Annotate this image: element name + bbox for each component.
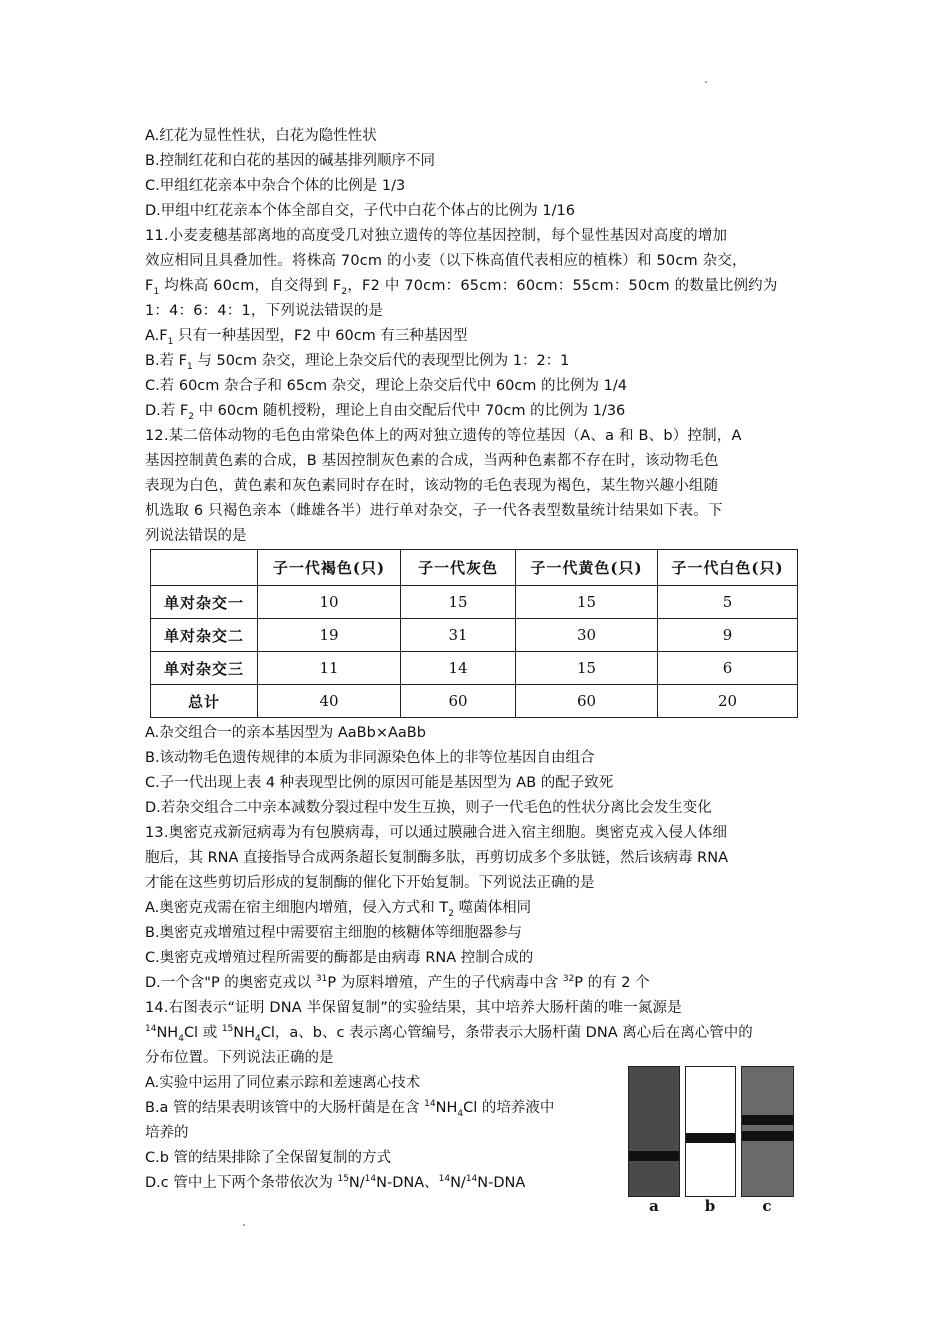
table-header-cell: 子一代白色(只)	[658, 550, 798, 586]
table-row-header: 总计	[151, 685, 258, 718]
q12-stem-line1: 12.某二倍体动物的毛色由常染色体上的两对独立遗传的等位基因（A、a 和 B、b）控制，A	[145, 428, 742, 444]
q12-option-d: D.若杂交组合二中亲本减数分裂过程中发生互换，则子一代毛色的性状分离比会发生变化	[145, 800, 712, 816]
q14-stem-line2: $^{14}NH_4Cl$ 或 $^{15}NH_4Cl$，a、b、c 表示离心管编号，条带表示大肠杆菌 DNA 离心后在离心管中的	[145, 1024, 753, 1044]
q12-option-c: C.子一代出现上表 4 种表现型比例的原因可能是基因型为 AB 的配子致死	[145, 775, 614, 791]
table-cell: 6	[658, 652, 798, 685]
q14-option-b-cont: 培养的	[145, 1125, 189, 1141]
scan-dot	[705, 81, 707, 83]
q12-stem-line3: 表现为白色，黄色素和灰色素同时存在时，该动物的毛色表现为褐色，某生物兴趣小组随	[145, 478, 719, 494]
tube-a-band	[629, 1151, 679, 1161]
q13-option-d: D.一个含"P 的奥密克戎以 $^{31}$P 为原料增殖，产生的子代病毒中含 $^{32}$P 的有 2 个	[145, 974, 650, 991]
table-cell: 15	[401, 586, 516, 619]
table-cell: 30	[516, 619, 658, 652]
q11-option-b: B.若 $F_1$ 与 50cm 杂交，理论上杂交后代的表现型比例为 1：2：1	[145, 353, 570, 372]
q13-option-b: B.奥密克戎增殖过程中需要宿主细胞的核糖体等细胞器参与	[145, 925, 523, 941]
q10-option-a: A.红花为显性性状，白花为隐性性状	[145, 128, 377, 144]
q12-stem-line2: 基因控制黄色素的合成，B 基因控制灰色素的合成，当两种色素都不存在时，该动物毛色	[145, 453, 719, 469]
scan-dot	[243, 1224, 245, 1226]
tube-a	[628, 1066, 680, 1197]
table-cell: 10	[258, 586, 401, 619]
table-header-cell: 子一代褐色(只)	[258, 550, 401, 586]
q13-stem-line2: 胞后，其 RNA 直接指导合成两条超长复制酶多肽，再剪切成多个多肽链，然后该病毒 RNA	[145, 850, 729, 866]
table-cell: 20	[658, 685, 798, 718]
q14-stem-line1: 14.右图表示“证明 DNA 半保留复制”的实验结果，其中培养大肠杆菌的唯一氮源是	[145, 1000, 682, 1016]
q14-stem-line3: 分布位置。下列说法正确的是	[145, 1050, 334, 1066]
table-cell: 60	[401, 685, 516, 718]
q11-stem-line2: 效应相同且具叠加性。将株高 70cm 的小麦（以下株高值代表相应的植株）和 50cm 杂交，	[145, 253, 747, 269]
tube-a-label: a	[649, 1197, 659, 1215]
table-row-header: 单对杂交三	[151, 652, 258, 685]
q11-option-c: C.若 60cm 杂合子和 65cm 杂交，理论上杂交后代中 60cm 的比例为 1/4	[145, 378, 627, 394]
q13-option-c: C.奥密克戎增殖过程所需要的酶都是由病毒 RNA 控制合成的	[145, 950, 534, 966]
table-row	[151, 652, 798, 685]
tube-c-band-upper	[742, 1115, 793, 1125]
tube-c	[741, 1066, 794, 1197]
q14-option-c: C.b 管的结果排除了全保留复制的方式	[145, 1150, 392, 1166]
tube-b-label: b	[704, 1197, 716, 1215]
table-cell: 31	[401, 619, 516, 652]
q11-option-d: D.若 $F_2$ 中 60cm 随机授粉，理论上自由交配后代中 70cm 的比例为 1/36	[145, 403, 626, 422]
tube-b	[685, 1066, 736, 1197]
tube-b-band	[686, 1133, 735, 1143]
q10-option-c: C.甲组红花亲本中杂合个体的比例是 1/3	[145, 178, 406, 194]
q12-results-table	[150, 549, 798, 718]
table-row-header: 单对杂交一	[151, 586, 258, 619]
table-row	[151, 685, 798, 718]
q12-stem-line5: 列说法错误的是	[145, 528, 247, 544]
q13-option-a: A.奥密克戎需在宿主细胞内增殖，侵入方式和 $T_2$ 噬菌体相同	[145, 900, 532, 919]
q14-option-d: D.c 管中上下两个条带依次为 $^{15}$N/$^{14}$N-DNA、$^{14}$N/$^{14}$N-DNA	[145, 1174, 526, 1191]
tube-c-label: c	[762, 1197, 772, 1215]
table-cell: 40	[258, 685, 401, 718]
q14-option-b: B.a 管的结果表明该管中的大肠杆菌是在含 $^{14}NH_4Cl$ 的培养液中	[145, 1099, 555, 1119]
table-header-cell: 子一代灰色	[401, 550, 516, 586]
table-header-cell	[151, 550, 258, 586]
q11-option-a: $A.F_1$ 只有一种基因型，F2 中 60cm 有三种基因型	[145, 328, 468, 347]
q13-stem-line1: 13.奥密克戎新冠病毒为有包膜病毒，可以通过膜融合进入宿主细胞。奥密克戎入侵人体细	[145, 825, 728, 841]
q10-option-b: B.控制红花和白花的基因的碱基排列顺序不同	[145, 153, 436, 169]
table-cell: 11	[258, 652, 401, 685]
table-row	[151, 619, 798, 652]
q10-option-d: D.甲组中红花亲本个体全部自交，子代中白花个体占的比例为 1/16	[145, 203, 575, 219]
tube-c-band-lower	[742, 1131, 793, 1141]
table-cell: 15	[516, 652, 658, 685]
q13-stem-line3: 才能在这些剪切后形成的复制酶的催化下开始复制。下列说法正确的是	[145, 875, 595, 891]
q11-stem-line1: 11.小麦麦穗基部离地的高度受几对独立遗传的等位基因控制，每个显性基因对高度的增加	[145, 228, 728, 244]
table-cell: 9	[658, 619, 798, 652]
table-cell: 5	[658, 586, 798, 619]
table-cell: 19	[258, 619, 401, 652]
table-row	[151, 586, 798, 619]
q12-stem-line4: 机选取 6 只褐色亲本（雌雄各半）进行单对杂交，子一代各表型数量统计结果如下表。下	[145, 503, 723, 519]
table-row-header: 单对杂交二	[151, 619, 258, 652]
q11-stem-line3: $F_1$ 均株高 60cm，自交得到 $F_2$，F2 中 70cm：65cm：60cm：55cm：50cm 的数量比例约为	[145, 278, 778, 297]
q14-option-a: A.实验中运用了同位素示踪和差速离心技术	[145, 1075, 421, 1091]
table-cell: 15	[516, 586, 658, 619]
table-cell: 60	[516, 685, 658, 718]
table-cell: 14	[401, 652, 516, 685]
table-header-cell: 子一代黄色(只)	[516, 550, 658, 586]
q11-stem-line4: 1：4：6：4：1，下列说法错误的是	[145, 303, 384, 319]
q12-option-a: A.杂交组合一的亲本基因型为 AaBb×AaBb	[145, 725, 426, 741]
table-header-row	[151, 550, 798, 586]
q12-option-b: B.该动物毛色遗传规律的本质为非同源染色体上的非等位基因自由组合	[145, 750, 595, 766]
